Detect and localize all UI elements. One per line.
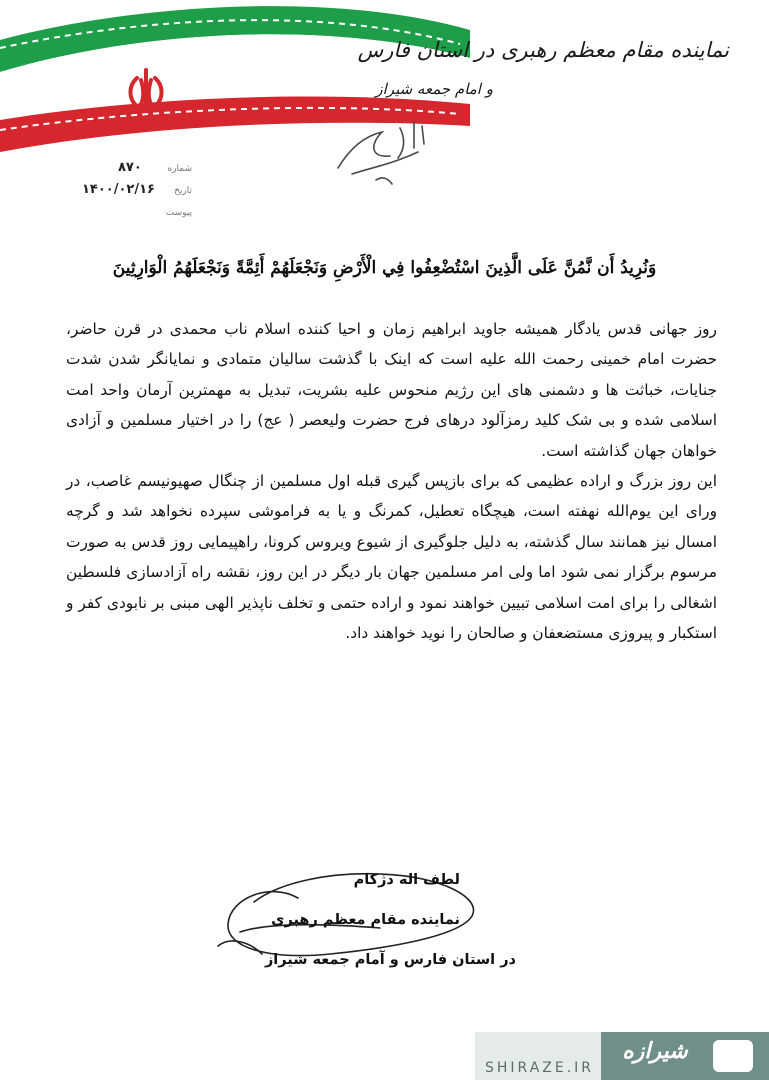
signatory-name: لطف اله دژکام xyxy=(353,872,460,888)
signature-block xyxy=(210,862,516,992)
number-label: شماره xyxy=(167,164,192,174)
basmala-calligraphy xyxy=(330,118,440,188)
attachment-label: پیوست xyxy=(165,208,192,218)
date-label: تاریخ xyxy=(174,186,192,196)
letter-meta xyxy=(82,160,192,226)
header-subtitle: و امام جمعه شیراز xyxy=(375,80,493,98)
signatory-location: در استان فارس و آمام جمعه شیراز xyxy=(264,952,516,968)
meta-date xyxy=(82,182,192,204)
letterhead xyxy=(0,0,769,240)
brand-url: SHIRAZE.IR xyxy=(485,1060,595,1076)
meta-attachment xyxy=(82,204,192,226)
paragraph-2: این روز بزرگ و اراده عظیمی که برای بازپس گیری قبله اول مسلمین از چنگال صهیونیسم غاصب، در ورای این یوم‌الله نهفته است، هیچگاه تعطیل، کمرنگ و یا به فراموشی سپرده نخواهد شد و گرچه امسال نیز همانند سال گذشته، به دلیل جلوگیری از شیوع ویروس کرونا، راهپیمایی روز قدس به صورت مرسوم برگزار نمی شود اما ولی امر مسلمین جهان بار دیگر در این روز، نقشه راه آزادسازی فلسطین اشغالی را برای امت اسلامی تبیین خواهند نمود و اراده حتمی و تخلف ناپذیر الهی مبنی بر نابودی کفر و استکبار و پیروزی مستضعفان و صالحان را نوید خواهند داد. xyxy=(66,472,717,643)
letter-date: ۱۴۰۰/۰۲/۱۶ xyxy=(82,182,155,197)
shiraze-watermark xyxy=(475,1032,769,1080)
brand-logo-text: شیرازه xyxy=(622,1038,688,1064)
paragraph-1: روز جهانی قدس یادگار همیشه جاوید ابراهیم زمان و احیا کننده اسلام ناب محمدی در قرن حاضر، حضرت امام خمینی رحمت الله علیه است که اینک با گذشت سالیان متمادی و نمایانگر شدن شدت جنایات، خباثت ها و دشمنی های این رژیم منحوس علیه بشریت، تبدیل به مهمترین آرمان واحد امت اسلامی شده و بی شک کلید رمزآلود درهای فرج حضرت ولیعصر ( عج) را در اختیار مسلمین و آزادی خواهان جهان گذاشته است. xyxy=(66,320,717,460)
letter-body xyxy=(66,314,717,648)
header-title: نماینده مقام معظم رهبری در استان فارس xyxy=(357,38,729,62)
letter-number: ۸۷۰ xyxy=(118,160,142,175)
brand-mark-icon xyxy=(713,1040,753,1072)
quran-verse: وَنُرِيدُ أَن نَّمُنَّ عَلَى الَّذِينَ اسْتُضْعِفُوا فِي الْأَرْضِ وَنَجْعَلَهُمْ أَئِمَّةً وَنَجْعَلَهُمُ الْوَارِثِينَ xyxy=(112,258,657,278)
signatory-title: نماینده مقام معظم رهبری xyxy=(271,912,460,928)
meta-number xyxy=(82,160,192,182)
